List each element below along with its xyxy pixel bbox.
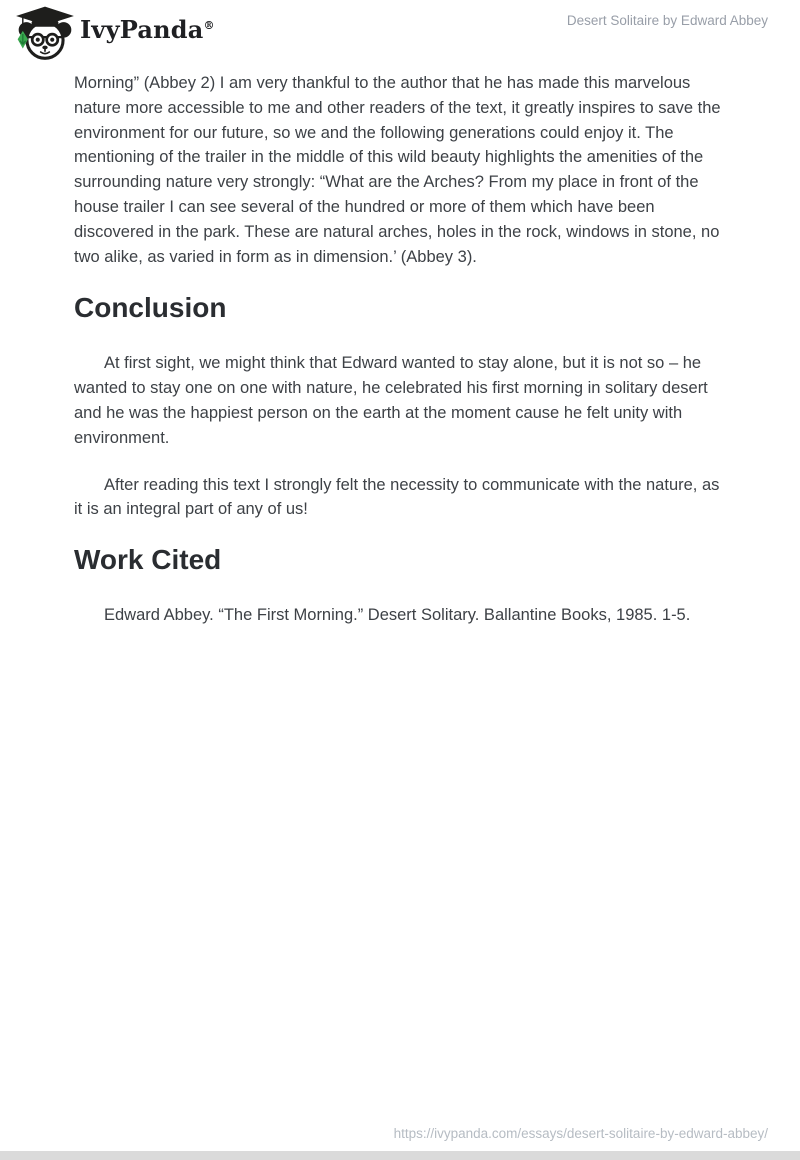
intro-paragraph: Morning” (Abbey 2) I am very thankful to the author that he has made this marvelous nature more accessible to me and other readers of the text, it greatly inspires to save the environment for our future, so we and the following generations could enjoy it. The mentioning of the trailer in the middle of this wild beauty highlights the amenities of the surrounding nature very strongly: “What are the Arches? From my place in front of the house trailer I can see several of the hundred or more of them which have been discovered in the park. These are natural arches, holes in the rock, windows in stone, no two alike, as varied in form as in dimension.’ (Abbey 3).	[74, 74, 721, 266]
ivypanda-logo-icon	[13, 6, 77, 60]
registered-mark: ®	[203, 19, 215, 32]
conclusion-heading: Conclusion	[74, 292, 227, 324]
page-bottom-edge	[0, 1151, 800, 1160]
essay-content	[74, 66, 726, 628]
document-title: Desert Solitaire by Edward Abbey	[566, 13, 768, 28]
work-cited-heading: Work Cited	[74, 544, 222, 576]
footer-source-url: https://ivypanda.com/essays/desert-solitaire-by-edward-abbey/	[393, 1126, 768, 1141]
brand-name	[80, 15, 215, 44]
brand-text: IvyPanda	[80, 15, 204, 44]
page-header	[0, 0, 800, 64]
citation-line: Edward Abbey. “The First Morning.” Desert Solitary. Ballantine Books, 1985. 1-5.	[104, 606, 691, 625]
conclusion-paragraph-1: At first sight, we might think that Edward wanted to stay alone, but it is not so – he wanted to stay one on one with nature, he celebrated his first morning in solitary desert and he was the happiest person on the earth at the moment cause he felt unity with environment.	[74, 354, 708, 447]
conclusion-paragraph-2: After reading this text I strongly felt the necessity to communicate with the nature, as it is an integral part of any of us!	[74, 475, 720, 519]
panda-graduation-icon	[13, 6, 77, 60]
